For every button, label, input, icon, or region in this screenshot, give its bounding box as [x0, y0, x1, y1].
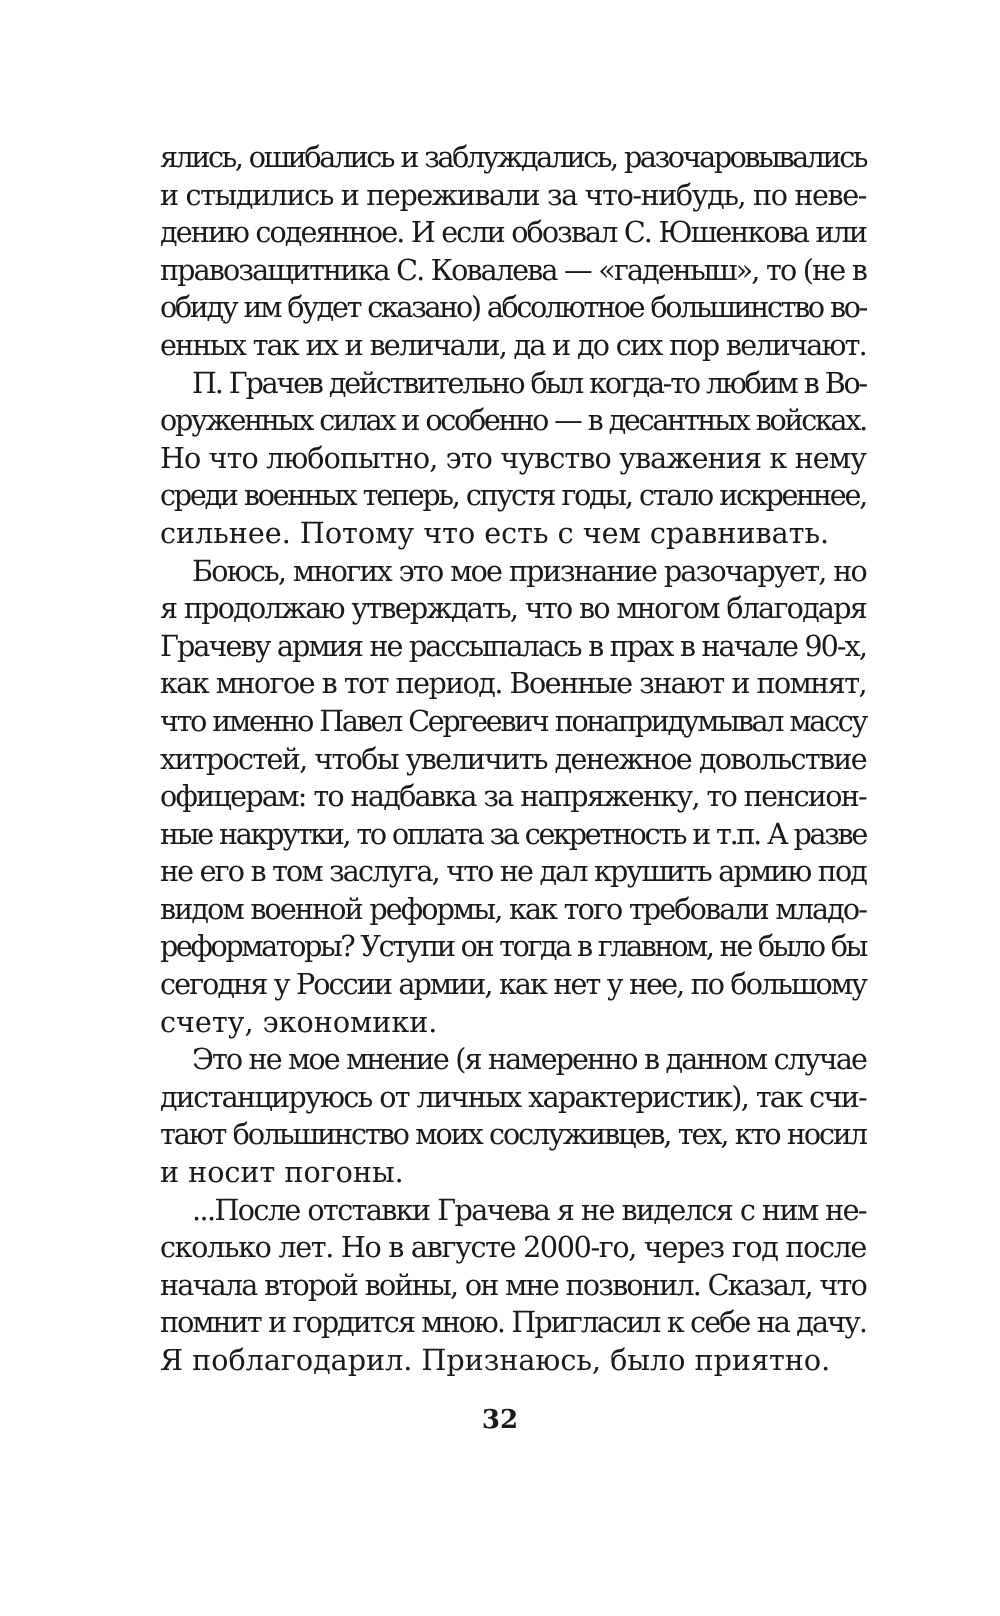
text-line: правозащитника С. Ковалева — «гаденыш», то (не в: [160, 252, 866, 287]
text-line: оруженных силах и особенно — в десантных войсках.: [160, 403, 866, 438]
text-line: Боюсь, многих это мое признание разочарует, но: [192, 553, 866, 588]
text-line: тают большинство моих сослуживцев, тех, кто носил: [160, 1117, 866, 1152]
text-line: сегодня у России армии, как нет у нее, по большому: [160, 967, 866, 1002]
text-line: как многое в тот период. Военные знают и помнят,: [160, 666, 866, 701]
text-line: и стыдились и переживали за что-нибудь, по неве-: [160, 177, 866, 212]
text-line: Грачеву армия не рассыпалась в прах в начале 90-х,: [160, 628, 866, 663]
text-line: Это не мое мнение (я намеренно в данном случае: [192, 1042, 866, 1077]
text-line: ные накрутки, то оплата за секретность и т.п. А разве: [160, 816, 866, 851]
text-line: П. Грачев действительно был когда-то любим в Во-: [192, 365, 866, 400]
text-line: счету, экономики.: [160, 1004, 438, 1039]
text-line: видом военной реформы, как того требовали младо-: [160, 891, 866, 926]
text-line: я продолжаю утверждать, что во многом благодаря: [160, 591, 866, 626]
text-line: ялись, ошибались и заблуждались, разочаровывались: [160, 140, 866, 174]
text-line: среди военных теперь, спустя годы, стало искреннее,: [160, 478, 866, 513]
text-line: и носит погоны.: [160, 1155, 404, 1190]
text-line: Но что любопытно, это чувство уважения к нему: [160, 440, 866, 475]
text-line: сильнее. Потому что есть с чем сравнивать.: [160, 515, 830, 550]
text-line: начала второй войны, он мне позвонил. Сказал, что: [160, 1267, 866, 1302]
text-line: офицерам: то надбавка за напряженку, то пенсион-: [160, 779, 866, 814]
text-line: помнит и гордится мною. Пригласил к себе на дачу.: [160, 1305, 866, 1340]
text-line: обиду им будет сказано) абсолютное большинство во-: [160, 290, 866, 325]
page-number: 32: [481, 1405, 519, 1435]
text-line: не его в том заслуга, что не дал крушить армию под: [160, 854, 866, 889]
text-line: Я поблагодарил. Признаюсь, было приятно.: [160, 1343, 831, 1377]
text-line: реформаторы? Уступи он тогда в главном, не было бы: [160, 929, 866, 964]
text-line: сколько лет. Но в августе 2000-го, через год после: [160, 1230, 866, 1265]
text-line: дению содеянное. И если обозвал С. Юшенкова или: [160, 215, 866, 250]
text-line: ...После отставки Грачева я не виделся с ним не-: [192, 1192, 866, 1227]
text-line: дистанцируюсь от личных характеристик), так счи-: [160, 1079, 866, 1114]
body-text: [160, 139, 866, 1380]
text-line: енных так их и величали, да и до сих пор величают.: [160, 327, 866, 362]
text-line: что именно Павел Сергеевич понапридумывал массу: [160, 703, 866, 738]
text-line: хитростей, чтобы увеличить денежное довольствие: [160, 741, 866, 776]
